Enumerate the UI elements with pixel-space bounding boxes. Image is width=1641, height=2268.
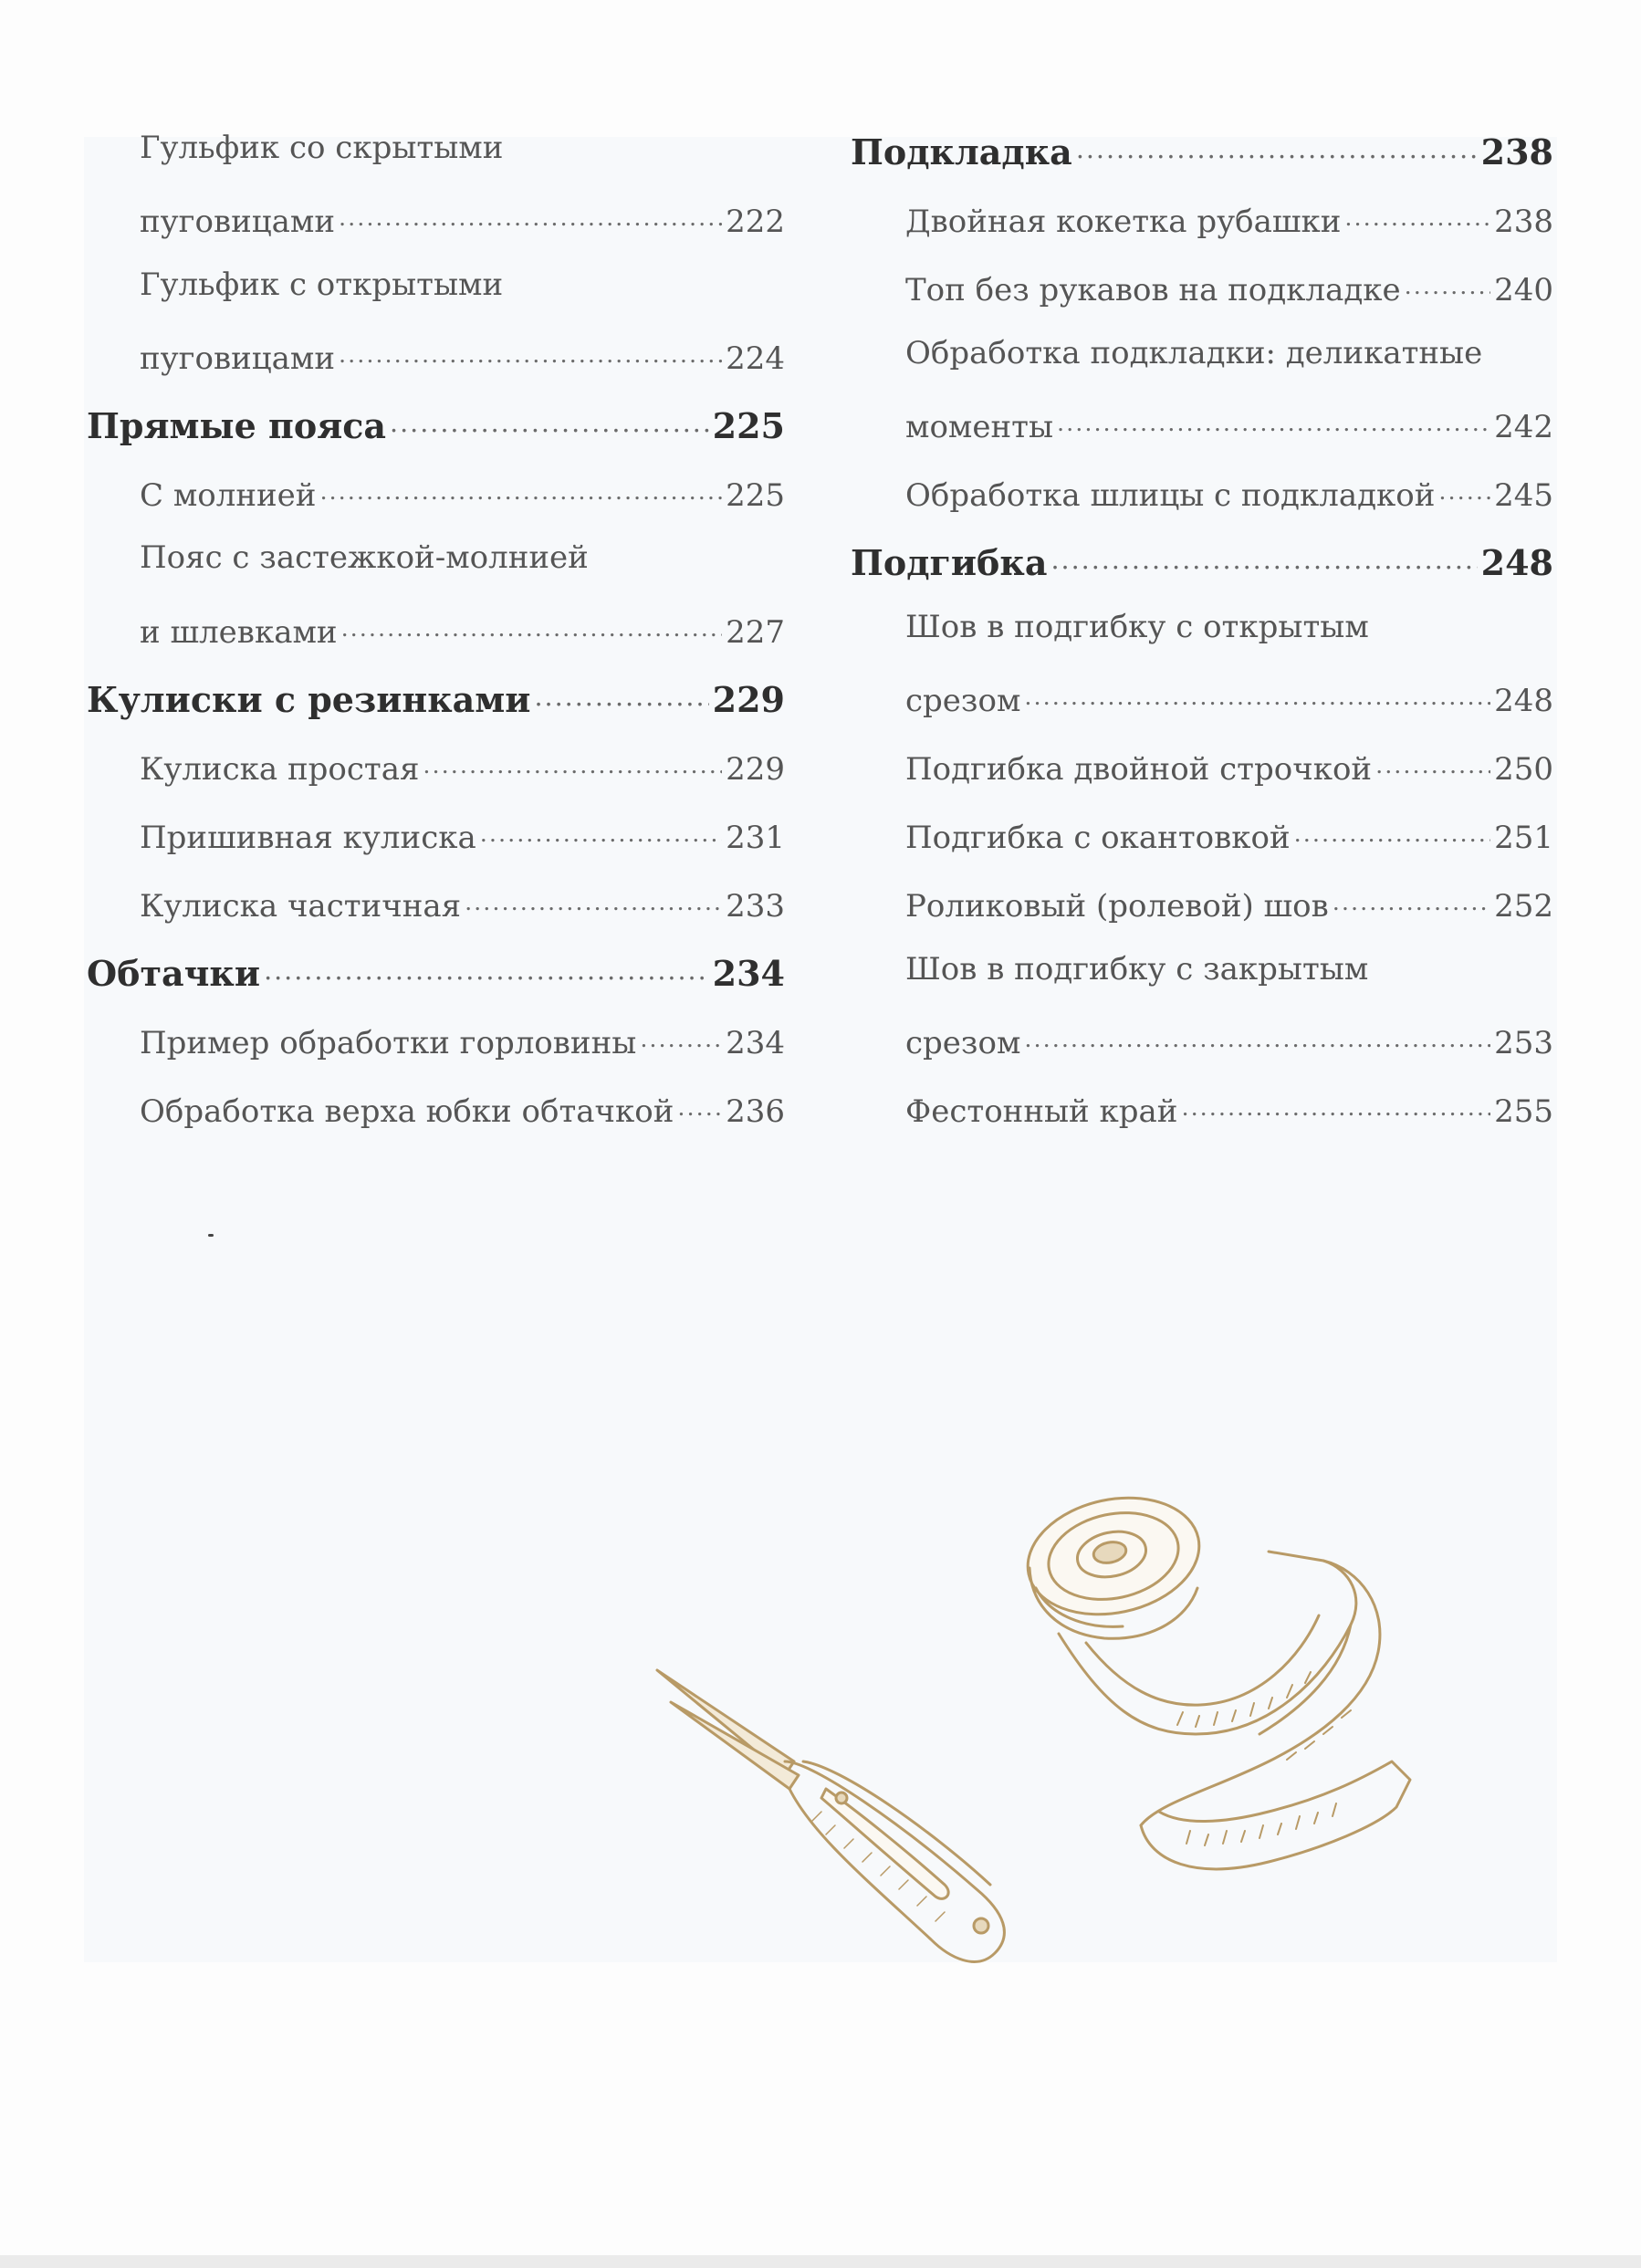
toc-page-number: 252: [1494, 888, 1553, 925]
toc-entry[interactable]: [140, 338, 785, 377]
dot-leader: [1057, 406, 1490, 437]
toc-entry[interactable]: [905, 885, 1553, 925]
dot-leader: [677, 1091, 722, 1122]
dot-leader: [339, 201, 722, 232]
toc-page-number: 229: [726, 751, 785, 788]
dot-leader: [1024, 1022, 1490, 1053]
toc-page-number: 224: [726, 340, 785, 377]
toc-section[interactable]: [851, 130, 1553, 170]
toc-entry-text: С молнией: [140, 477, 317, 514]
toc-page-number: 248: [1480, 542, 1553, 583]
toc-entry-text: срезом: [905, 683, 1021, 719]
toc-page-number: 248: [1494, 683, 1553, 719]
toc-entry-text: пуговицами: [140, 204, 335, 240]
dot-leader: [465, 885, 722, 916]
toc-entry[interactable]: [905, 1091, 1553, 1130]
toc-entry-text: Подгибка двойной строчкой: [905, 751, 1373, 788]
toc-page-number: 227: [726, 614, 785, 651]
toc-entry[interactable]: [905, 1022, 1553, 1059]
toc-entry[interactable]: [905, 406, 1553, 443]
toc-entry[interactable]: [905, 680, 1553, 719]
toc-entry-text: Обработка подкладки: деликатные: [905, 335, 1483, 371]
toc-entry-text: Обработка верха юбки обтачкой: [140, 1093, 674, 1130]
toc-page-number: 245: [1494, 477, 1553, 514]
toc-section[interactable]: [851, 540, 1553, 583]
toc-entry[interactable]: [905, 475, 1553, 514]
toc-section[interactable]: [87, 677, 785, 720]
dot-leader: [319, 475, 722, 506]
toc-entry[interactable]: [140, 817, 785, 856]
toc-entry-text: Гульфик с открытыми: [140, 267, 504, 303]
toc-section-title: Прямые пояса: [87, 405, 387, 446]
toc-page-number: 250: [1494, 751, 1553, 788]
toc-entry-text: пуговицами: [140, 340, 335, 377]
toc-page-number: 238: [1480, 131, 1553, 172]
toc-page-number: 238: [1494, 204, 1553, 240]
toc-page-number: 234: [726, 1025, 785, 1061]
dot-leader: [1375, 748, 1490, 779]
toc-entry-text: Шов в подгибку с открытым: [905, 609, 1369, 645]
toc-page-number: 225: [726, 477, 785, 514]
toc-entry[interactable]: [140, 201, 785, 240]
toc-entry-text: Гульфик со скрытыми: [140, 130, 504, 166]
toc-section[interactable]: [87, 403, 785, 444]
toc-entry[interactable]: [905, 201, 1553, 240]
scan-edge: [0, 2255, 1641, 2268]
toc-entry[interactable]: [140, 611, 785, 651]
toc-entry[interactable]: [140, 1091, 785, 1130]
toc-entry[interactable]: [140, 1022, 785, 1059]
toc-page-number: 255: [1494, 1093, 1553, 1130]
toc-entry-text: Топ без рукавов на подкладке: [905, 272, 1401, 308]
toc-entry-text: Роликовый (ролевой) шов: [905, 888, 1329, 925]
dot-leader: [1181, 1091, 1490, 1122]
toc-entry[interactable]: [140, 748, 785, 788]
toc-entry-text: Пояс с застежкой-молнией: [140, 539, 589, 576]
dot-leader: [339, 338, 722, 369]
dot-leader: [1294, 817, 1490, 848]
toc-section-title: Кулиски с резинками: [87, 679, 531, 720]
dot-leader: [1438, 475, 1490, 506]
toc-entry[interactable]: [905, 269, 1553, 306]
toc-page-number: 231: [726, 820, 785, 856]
toc-entry-text: Пришивная кулиска: [140, 820, 476, 856]
toc-section-title: Подгибка: [851, 542, 1048, 583]
toc-entry-text: Кулиска простая: [140, 751, 420, 788]
toc-page-number: 253: [1494, 1025, 1553, 1061]
toc-entry-text: срезом: [905, 1025, 1021, 1061]
toc-entry-text: Обработка шлицы с подкладкой: [905, 477, 1436, 514]
dot-leader: [341, 611, 723, 643]
toc-entry-text: Фестонный край: [905, 1093, 1178, 1130]
toc-entry-text: Двойная кокетка рубашки: [905, 204, 1342, 240]
dot-leader: [1024, 680, 1490, 711]
dot-leader: [390, 403, 709, 438]
tape-measure-icon: [1017, 1483, 1410, 1869]
toc-page-number: 242: [1494, 409, 1553, 445]
dot-leader: [1333, 885, 1490, 916]
thread-snips-icon: [657, 1670, 1004, 1961]
toc-entry[interactable]: [140, 885, 785, 925]
toc-page-number: 233: [726, 888, 785, 925]
dot-leader: [535, 677, 709, 712]
dot-leader: [1050, 540, 1477, 575]
toc-entry[interactable]: [905, 817, 1553, 856]
toc-section[interactable]: [87, 951, 785, 994]
toc-entry[interactable]: [140, 475, 785, 514]
toc-section-title: Подкладка: [851, 131, 1072, 172]
toc-entry-text: моменты: [905, 409, 1054, 445]
dot-leader: [1405, 269, 1490, 300]
dot-leader: [640, 1022, 722, 1053]
toc-entry-text: Пример обработки горловины: [140, 1025, 637, 1061]
print-speck: [208, 1234, 214, 1237]
dot-leader: [1076, 130, 1478, 164]
toc-page-number: 240: [1494, 272, 1553, 308]
toc-page-number: 251: [1494, 820, 1553, 856]
toc-section-title: Обтачки: [87, 953, 261, 994]
toc-entry-text: Подгибка с окантовкой: [905, 820, 1291, 856]
toc-entry[interactable]: [905, 748, 1553, 788]
toc-page-number: 236: [726, 1093, 785, 1130]
sewing-tools-illustration: [630, 1460, 1451, 2008]
dot-leader: [1344, 201, 1490, 232]
toc-page-number: 229: [712, 679, 785, 720]
toc-entry-text: Кулиска частичная: [140, 888, 462, 925]
toc-page-number: 222: [726, 204, 785, 240]
toc-page-number: 225: [712, 405, 785, 446]
dot-leader: [480, 817, 722, 848]
dot-leader: [423, 748, 722, 779]
toc-page-number: 234: [712, 953, 785, 994]
dot-leader: [264, 951, 709, 986]
toc-entry-text: Шов в подгибку с закрытым: [905, 951, 1369, 988]
toc-entry-text: и шлевками: [140, 614, 338, 651]
